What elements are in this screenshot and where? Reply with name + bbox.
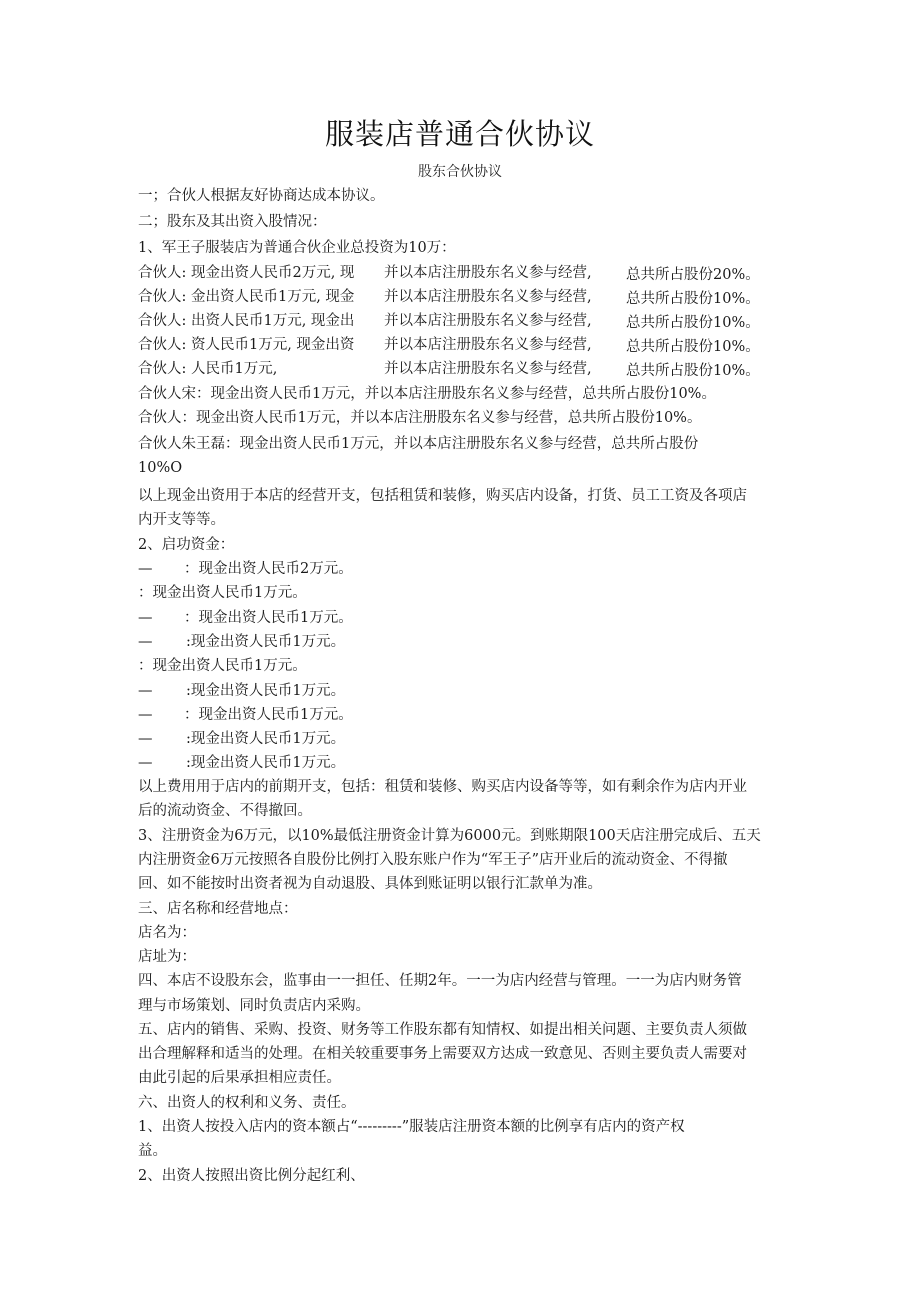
store-address-line: 店址为： xyxy=(138,949,196,965)
partner-contribution: 合伙人: 现金出资人民币2万元, 现 xyxy=(138,265,355,281)
paragraph-line: 1、军王子服装店为普通合伙企业总投资为10万： xyxy=(138,240,456,256)
fund-text: ：现金出资人民币1万元。 xyxy=(138,658,307,674)
blank-dash: — xyxy=(138,731,153,747)
fund-text: ：现金出资人民币1万元。 xyxy=(184,610,353,626)
fund-text: ：现金出资人民币1万元。 xyxy=(138,585,307,601)
paragraph-line: 二；股东及其出资入股情况： xyxy=(138,214,327,230)
paragraph-line: 内开支等等。 xyxy=(138,512,225,528)
paragraph-line: 1、出资人按投入店内的资本额占“---------”服装店注册资本额的比例享有店内的资产权 xyxy=(138,1119,685,1135)
blank-dash: — xyxy=(138,610,153,626)
paragraph-line: 益。 xyxy=(138,1143,167,1159)
paragraph-line: 合伙人：现金出资人民币1万元，并以本店注册股东名义参与经营，总共所占股份10%。 xyxy=(138,410,702,426)
paragraph-line: 3、注册资金为6万元，以10%最低注册资金计算为6000元。到账期限100天店注册完成后、五天 xyxy=(138,828,761,844)
partner-role: 并以本店注册股东名义参与经营, xyxy=(384,289,592,305)
paragraph-line: 内注册资金6万元按照各自股份比例打入股东账户作为“军王子”店开业后的流动资金、不得撤 xyxy=(138,852,728,868)
paragraph-line: 理与市场策划、同时负责店内采购。 xyxy=(138,998,370,1014)
paragraph-line: 一；合伙人根据友好协商达成本协议。 xyxy=(138,188,385,204)
paragraph-line: 以上费用用于店内的前期开支，包括：租赁和装修、购买店内设备等等，如有剩余作为店内开业 xyxy=(138,779,747,795)
partner-role: 并以本店注册股东名义参与经营, xyxy=(384,313,592,329)
fund-text: :现金出资人民币1万元。 xyxy=(186,634,346,650)
paragraph-line: 2、出资人按照出资比例分起红利、 xyxy=(138,1168,365,1184)
paragraph-line: 五、店内的销售、采购、投资、财务等工作股东都有知情权、如提出相关问题、主要负责人须做 xyxy=(138,1022,747,1038)
fund-text: :现金出资人民币1万元。 xyxy=(186,755,346,771)
paragraph-line: 合伙人朱王磊：现金出资人民币1万元，并以本店注册股东名义参与经营，总共所占股份 xyxy=(138,436,699,452)
paragraph-line: 由此引起的后果承担相应责任。 xyxy=(138,1070,341,1086)
fund-text: :现金出资人民币1万元。 xyxy=(186,731,346,747)
document-title: 服装店普通合伙协议 xyxy=(324,117,595,151)
partner-share: 总共所占股份10%。 xyxy=(626,291,760,307)
paragraph-line: 回、如不能按时出资者视为自动退股、具体到账证明以银行汇款单为准。 xyxy=(138,876,602,892)
blank-dash: — xyxy=(138,683,153,699)
section-heading: 三、店名称和经营地点： xyxy=(138,901,298,917)
paragraph-line: 后的流动资金、不得撤回。 xyxy=(138,803,312,819)
partner-share: 总共所占股份10%。 xyxy=(626,363,760,379)
partner-contribution: 合伙人: 人民币1万元, xyxy=(138,361,278,377)
partner-contribution: 合伙人: 出资人民币1万元, 现金出 xyxy=(138,313,355,329)
partner-role: 并以本店注册股东名义参与经营, xyxy=(384,265,592,281)
partner-share: 总共所占股份10%。 xyxy=(626,339,760,355)
document-subtitle: 股东合伙协议 xyxy=(418,164,502,180)
partner-contribution: 合伙人: 资人民币1万元, 现金出资 xyxy=(138,337,355,353)
blank-dash: — xyxy=(138,561,153,577)
paragraph-line: 四、本店不设股东会，监事由一一担任、任期2年。一一为店内经营与管理。一一为店内财务管 xyxy=(138,973,742,989)
paragraph-line: 以上现金出资用于本店的经营开支，包括租赁和装修，购买店内设备，打货、员工工资及各项店 xyxy=(138,488,747,504)
section-heading: 六、出资人的权利和义务、责任。 xyxy=(138,1095,356,1111)
fund-text: ：现金出资人民币1万元。 xyxy=(184,707,353,723)
paragraph-line: 出合理解释和适当的处理。在相关较重要事务上需要双方达成一致意见、否则主要负责人需要对 xyxy=(138,1046,747,1062)
blank-dash: — xyxy=(138,707,153,723)
paragraph-line: 2、启功资金： xyxy=(138,537,235,553)
paragraph-line: 合伙人宋：现金出资人民币1万元，并以本店注册股东名义参与经营，总共所占股份10%。 xyxy=(138,386,716,402)
blank-dash: — xyxy=(138,755,153,771)
partner-contribution: 合伙人: 金出资人民币1万元, 现金 xyxy=(138,289,355,305)
partner-role: 并以本店注册股东名义参与经营, xyxy=(384,337,592,353)
partner-share: 总共所占股份20%。 xyxy=(626,267,760,283)
blank-dash: — xyxy=(138,634,153,650)
fund-text: :现金出资人民币1万元。 xyxy=(186,683,346,699)
paragraph-line: 10%O xyxy=(138,460,183,476)
fund-text: ：现金出资人民币2万元。 xyxy=(184,561,353,577)
partner-share: 总共所占股份10%。 xyxy=(626,315,760,331)
store-name-line: 店名为： xyxy=(138,925,196,941)
partner-role: 并以本店注册股东名义参与经营, xyxy=(384,361,592,377)
